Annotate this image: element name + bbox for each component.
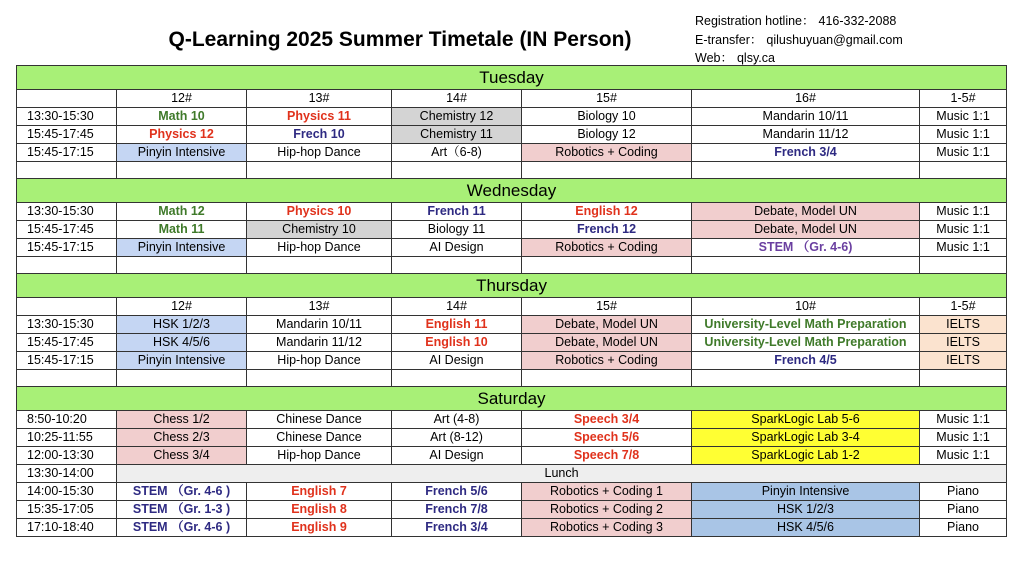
time-cell: 12:00-13:30 [17, 447, 117, 465]
class-cell: French 7/8 [392, 501, 522, 519]
class-cell: Physics 10 [247, 203, 392, 221]
class-cell: Robotics + Coding 2 [522, 501, 692, 519]
room-header-cell: 1-5# [920, 90, 1007, 108]
class-cell: AI Design [392, 447, 522, 465]
blank-cell [247, 370, 392, 387]
blank-cell [522, 162, 692, 179]
class-cell: SparkLogic Lab 3-4 [692, 429, 920, 447]
class-cell: HSK 1/2/3 [692, 501, 920, 519]
contact-label: Web： [695, 51, 733, 65]
schedule-row [17, 411, 1007, 429]
class-cell: Robotics + Coding 1 [522, 483, 692, 501]
class-cell: Music 1:1 [920, 239, 1007, 257]
class-cell: STEM （Gr. 4-6 ) [117, 519, 247, 537]
day-header-row [17, 66, 1007, 90]
time-cell: 10:25-11:55 [17, 429, 117, 447]
class-cell: Chinese Dance [247, 429, 392, 447]
class-cell: AI Design [392, 239, 522, 257]
class-cell: STEM （Gr. 4-6) [692, 239, 920, 257]
blank-row [17, 370, 1007, 387]
time-cell: 15:45-17:45 [17, 334, 117, 352]
class-cell: HSK 4/5/6 [117, 334, 247, 352]
class-cell: Chess 2/3 [117, 429, 247, 447]
class-cell: Music 1:1 [920, 203, 1007, 221]
class-cell: Piano [920, 519, 1007, 537]
class-cell: Debate, Model UN [692, 203, 920, 221]
time-cell: 15:45-17:15 [17, 144, 117, 162]
class-cell: English 10 [392, 334, 522, 352]
class-cell: Chemistry 11 [392, 126, 522, 144]
class-cell: STEM （Gr. 4-6 ) [117, 483, 247, 501]
class-cell: University-Level Math Preparation [692, 316, 920, 334]
time-cell: 15:35-17:05 [17, 501, 117, 519]
class-cell: Piano [920, 501, 1007, 519]
blank-cell [692, 257, 920, 274]
class-cell: Debate, Model UN [522, 316, 692, 334]
room-header-cell: 12# [117, 298, 247, 316]
day-title: Thursday [17, 274, 1007, 298]
contact-label: E-transfer： [695, 32, 763, 47]
time-cell: 15:45-17:45 [17, 221, 117, 239]
blank-cell [392, 162, 522, 179]
class-cell: Robotics + Coding 3 [522, 519, 692, 537]
time-cell: 8:50-10:20 [17, 411, 117, 429]
room-header-cell: 16# [692, 90, 920, 108]
class-cell: Robotics + Coding [522, 144, 692, 162]
class-cell: Mandarin 10/11 [247, 316, 392, 334]
class-cell: Art (4-8) [392, 411, 522, 429]
contact-value: qlsy.ca [736, 51, 775, 65]
contact-value: qilushuyuan@gmail.com [766, 32, 903, 47]
schedule-row [17, 221, 1007, 239]
class-cell: English 8 [247, 501, 392, 519]
blank-cell [392, 257, 522, 274]
class-cell: Math 10 [117, 108, 247, 126]
contact-etransfer [695, 31, 903, 50]
blank-cell [17, 370, 117, 387]
class-cell: Biology 12 [522, 126, 692, 144]
timetable [16, 65, 1007, 537]
schedule-row [17, 519, 1007, 537]
class-cell: French 3/4 [692, 144, 920, 162]
contact-label: Registration hotline： [695, 14, 815, 28]
schedule-row [17, 429, 1007, 447]
class-cell: University-Level Math Preparation [692, 334, 920, 352]
class-cell: Speech 7/8 [522, 447, 692, 465]
schedule-row [17, 501, 1007, 519]
class-cell: Debate, Model UN [692, 221, 920, 239]
class-cell: English 12 [522, 203, 692, 221]
schedule-row [17, 334, 1007, 352]
class-cell: Pinyin Intensive [117, 239, 247, 257]
room-header-cell: 14# [392, 90, 522, 108]
room-header-cell: 13# [247, 298, 392, 316]
class-cell: Music 1:1 [920, 411, 1007, 429]
time-cell: 13:30-14:00 [17, 465, 117, 483]
class-cell: Piano [920, 483, 1007, 501]
page-title: Q-Learning 2025 Summer Timetale (IN Person) [168, 28, 632, 51]
class-cell: Music 1:1 [920, 447, 1007, 465]
room-header-cell: 1-5# [920, 298, 1007, 316]
schedule-row [17, 316, 1007, 334]
class-cell: Biology 10 [522, 108, 692, 126]
class-cell: English 9 [247, 519, 392, 537]
room-header-cell: 13# [247, 90, 392, 108]
blank-cell [522, 257, 692, 274]
room-header-row [17, 90, 1007, 108]
blank-cell [17, 257, 117, 274]
class-cell: French 5/6 [392, 483, 522, 501]
schedule-row [17, 483, 1007, 501]
class-cell: Hip-hop Dance [247, 447, 392, 465]
blank-cell [247, 162, 392, 179]
class-cell: STEM （Gr. 1-3 ) [117, 501, 247, 519]
blank-cell [117, 162, 247, 179]
room-header-cell: 12# [117, 90, 247, 108]
time-cell: 13:30-15:30 [17, 316, 117, 334]
blank-cell [392, 370, 522, 387]
class-cell: Robotics + Coding [522, 239, 692, 257]
schedule-row [17, 352, 1007, 370]
class-cell: French 11 [392, 203, 522, 221]
blank-cell [920, 162, 1007, 179]
class-cell: SparkLogic Lab 5-6 [692, 411, 920, 429]
schedule-row [17, 144, 1007, 162]
class-cell: Physics 12 [117, 126, 247, 144]
class-cell: French 3/4 [392, 519, 522, 537]
schedule-row [17, 239, 1007, 257]
class-cell: English 11 [392, 316, 522, 334]
class-cell: Biology 11 [392, 221, 522, 239]
class-cell: HSK 4/5/6 [692, 519, 920, 537]
class-cell: Mandarin 11/12 [692, 126, 920, 144]
schedule-row [17, 447, 1007, 465]
class-cell: IELTS [920, 316, 1007, 334]
room-header-cell: 10# [692, 298, 920, 316]
time-cell: 13:30-15:30 [17, 108, 117, 126]
class-cell: HSK 1/2/3 [117, 316, 247, 334]
blank-cell [920, 370, 1007, 387]
class-cell: French 4/5 [692, 352, 920, 370]
class-cell: Art（6-8) [392, 144, 522, 162]
class-cell: Math 11 [117, 221, 247, 239]
room-header-row [17, 298, 1007, 316]
class-cell: Speech 3/4 [522, 411, 692, 429]
blank-cell [692, 370, 920, 387]
blank-row [17, 257, 1007, 274]
class-cell: Frech 10 [247, 126, 392, 144]
schedule-row [17, 465, 1007, 483]
blank-cell [920, 257, 1007, 274]
class-cell: Chess 3/4 [117, 447, 247, 465]
class-cell: Music 1:1 [920, 429, 1007, 447]
class-cell: Hip-hop Dance [247, 239, 392, 257]
class-cell: Robotics + Coding [522, 352, 692, 370]
class-cell: Music 1:1 [920, 221, 1007, 239]
time-cell: 15:45-17:15 [17, 352, 117, 370]
day-header-row [17, 387, 1007, 411]
day-title: Tuesday [17, 66, 1007, 90]
class-cell: English 7 [247, 483, 392, 501]
lunch-cell: Lunch [117, 465, 1007, 483]
class-cell: Music 1:1 [920, 144, 1007, 162]
room-header-cell: 15# [522, 90, 692, 108]
class-cell: IELTS [920, 352, 1007, 370]
blank-cell [117, 257, 247, 274]
room-header-cell [17, 90, 117, 108]
room-header-cell: 15# [522, 298, 692, 316]
schedule-row [17, 126, 1007, 144]
class-cell: Mandarin 11/12 [247, 334, 392, 352]
class-cell: IELTS [920, 334, 1007, 352]
room-header-cell [17, 298, 117, 316]
class-cell: AI Design [392, 352, 522, 370]
schedule-row [17, 203, 1007, 221]
day-header-row [17, 274, 1007, 298]
class-cell: Music 1:1 [920, 108, 1007, 126]
class-cell: Speech 5/6 [522, 429, 692, 447]
time-cell: 14:00-15:30 [17, 483, 117, 501]
class-cell: Pinyin Intensive [117, 144, 247, 162]
blank-row [17, 162, 1007, 179]
class-cell: Physics 11 [247, 108, 392, 126]
contact-hotline [695, 12, 903, 31]
class-cell: Pinyin Intensive [692, 483, 920, 501]
class-cell: Music 1:1 [920, 126, 1007, 144]
time-cell: 15:45-17:45 [17, 126, 117, 144]
contact-info [695, 12, 903, 68]
class-cell: Art (8-12) [392, 429, 522, 447]
class-cell: SparkLogic Lab 1-2 [692, 447, 920, 465]
blank-cell [117, 370, 247, 387]
room-header-cell: 14# [392, 298, 522, 316]
class-cell: Chess 1/2 [117, 411, 247, 429]
blank-cell [692, 162, 920, 179]
time-cell: 13:30-15:30 [17, 203, 117, 221]
class-cell: Chemistry 12 [392, 108, 522, 126]
class-cell: Chemistry 10 [247, 221, 392, 239]
class-cell: French 12 [522, 221, 692, 239]
class-cell: Mandarin 10/11 [692, 108, 920, 126]
day-title: Wednesday [17, 179, 1007, 203]
blank-cell [17, 162, 117, 179]
day-header-row [17, 179, 1007, 203]
day-title: Saturday [17, 387, 1007, 411]
time-cell: 15:45-17:15 [17, 239, 117, 257]
time-cell: 17:10-18:40 [17, 519, 117, 537]
blank-cell [522, 370, 692, 387]
class-cell: Hip-hop Dance [247, 352, 392, 370]
class-cell: Pinyin Intensive [117, 352, 247, 370]
schedule-row [17, 108, 1007, 126]
contact-value: 416-332-2088 [818, 14, 897, 28]
blank-cell [247, 257, 392, 274]
class-cell: Hip-hop Dance [247, 144, 392, 162]
class-cell: Chinese Dance [247, 411, 392, 429]
class-cell: Math 12 [117, 203, 247, 221]
class-cell: Debate, Model UN [522, 334, 692, 352]
